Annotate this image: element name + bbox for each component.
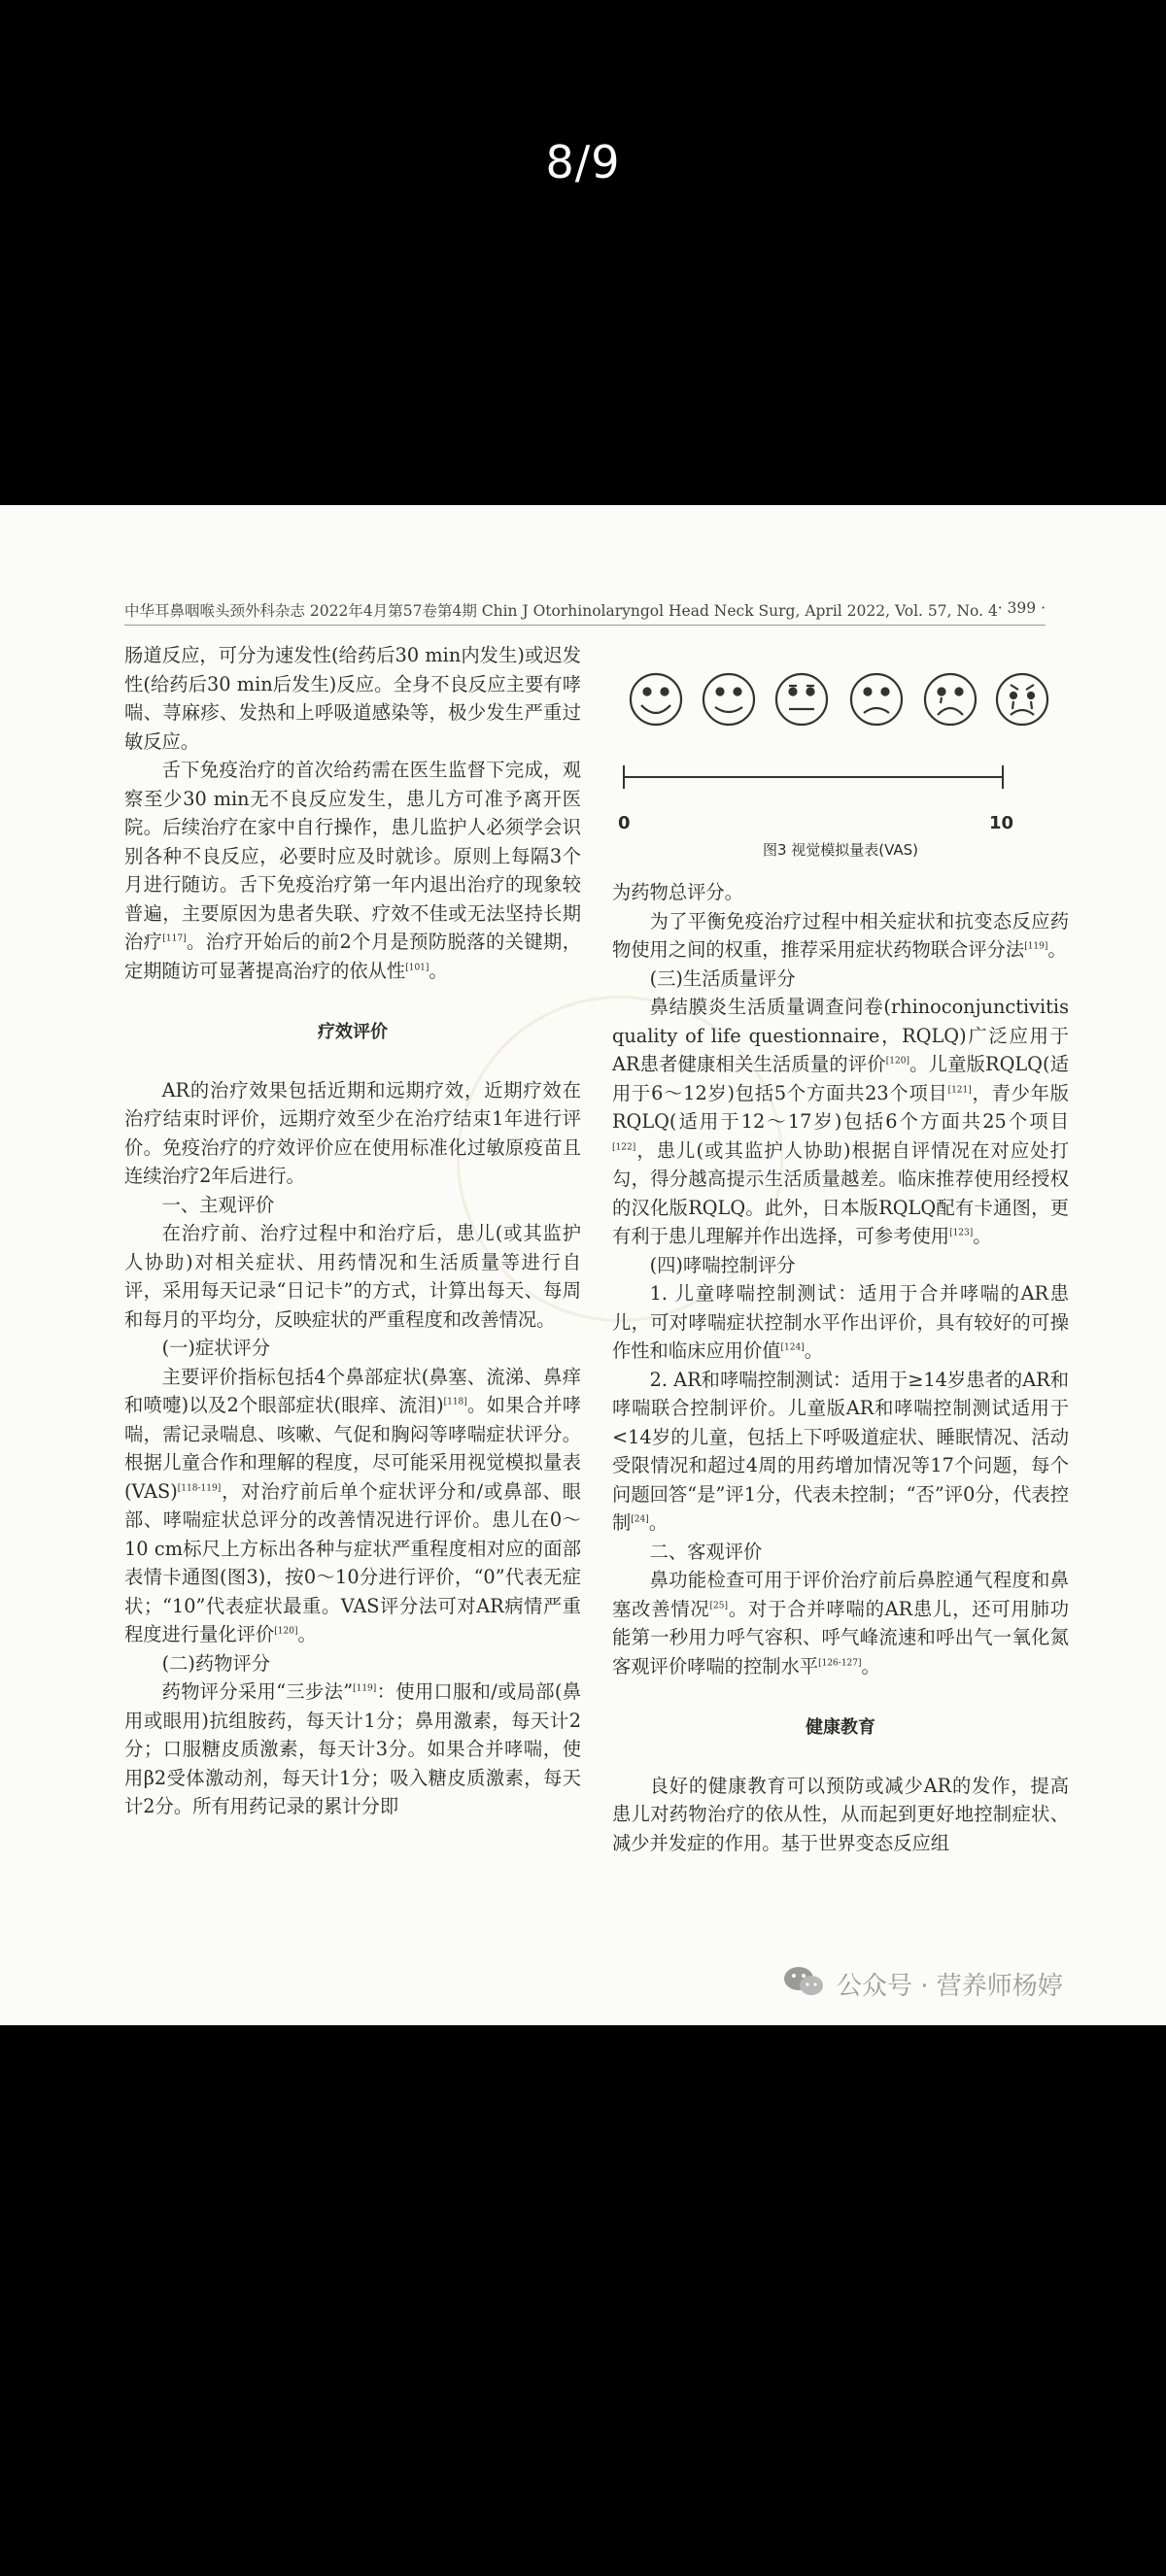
subheading-asthma: (四)哮喘控制评分 xyxy=(649,1253,796,1276)
face-icon xyxy=(703,674,754,725)
page-counter: 8/9 xyxy=(545,136,621,188)
face-icon xyxy=(631,674,681,725)
subheading-objective: 二、客观评价 xyxy=(649,1540,763,1563)
subheading-subjective: 一、主观评价 xyxy=(161,1193,275,1216)
watermark-text: 公众号 · 营养师杨婷 xyxy=(837,1971,1063,2001)
document-page[interactable] xyxy=(0,505,1166,2025)
section-heading-efficacy: 疗效评价 xyxy=(318,1022,388,1042)
vas-max-label: 10 xyxy=(989,812,1014,833)
subheading-symptom: (一)症状评分 xyxy=(161,1337,271,1359)
face-icon xyxy=(997,674,1047,725)
journal-header: 中华耳鼻咽喉头颈外科杂志 2022年4月第57卷第4期 Chin J Otorhinolaryngol Head Neck Surg, April 2022, Vol. 57, No. 4 xyxy=(124,602,998,620)
paragraph: 在治疗前、治疗过程中和治疗后，患儿(或其监护人协助)对相关症状、用药情况和生活质量等进行自评，采用每天记录“日记卡”的方式，计算出每天、每周和每月的平均分，反映症状的严重程度和改善情况。 xyxy=(124,1222,581,1331)
paragraph: 主要评价指标包括4个鼻部症状(鼻塞、流涕、鼻痒和喷嚏)以及2个眼部症状(眼痒、流泪)[118]。如果合并哮喘，需记录喘息、咳嗽、气促和胸闷等哮喘症状评分。根据儿童合作和理解的程度，尽可能采用视觉模拟量表(VAS)[118-119]，对治疗前后单个症状评分和/或鼻部、眼部、哮喘症状总评分的改善情况进行评价。患儿在0～10 cm标尺上方标出各种与症状严重程度相对应的面部表情卡通图(图3)，按0～10分进行评价，“0”代表无症状；“10”代表症状最重。VAS评分法可对AR病情严重程度进行量化评价[120]。 xyxy=(124,1365,581,1645)
face-icon xyxy=(925,674,976,725)
face-icon xyxy=(851,674,902,725)
subheading-qol: (三)生活质量评分 xyxy=(649,966,796,990)
paragraph: 药物评分采用“三步法”[119]：使用口服和/或局部(鼻用或眼用)抗组胺药，每天计1分；鼻用激素，每天计2分；口服糖皮质激素，每天计3分。如果合并哮喘，使用β2受体激动剂，每天计1分；吸入糖皮质激素，每天计2分。所有用药记录的累计分即 xyxy=(124,1680,581,1817)
paragraph: 鼻功能检查可用于评价治疗前后鼻腔通气程度和鼻塞改善情况[25]。对于合并哮喘的AR患儿，还可用肺功能第一秒用力呼气容积、呼气峰流速和呼出气一氧化氮客观评价哮喘的控制水平[126-127]。 xyxy=(612,1569,1070,1678)
figure-caption: 图3 视觉模拟量表(VAS) xyxy=(762,840,919,859)
paragraph: 为药物总评分。 xyxy=(612,881,743,903)
paragraph: 为了平衡免疫治疗过程中相关症状和抗变态反应药物使用之间的权重，推荐采用症状药物联合评分法[119]。 xyxy=(612,909,1069,961)
paragraph: 鼻结膜炎生活质量调查问卷(rhinoconjunctivitis quality of life questionnaire，RQLQ)广泛应用于AR患者健康相关生活质量的评价[120]。儿童版RQLQ(适用于6～12岁)包括5个方面共23个项目[121]，青少年版RQLQ(适用于12～17岁)包括6个方面共25个项目[122]，患儿(或其监护人协助)根据自评情况在对应处打勾，得分越高提示生活质量越差。临床推荐使用经授权的汉化版RQLQ。此外，日本版RQLQ配有卡通图，更有利于患儿理解并作出选择，可参考使用[123]。 xyxy=(612,996,1069,1247)
running-header xyxy=(124,597,1046,626)
wechat-watermark xyxy=(782,1962,1151,2005)
wechat-icon xyxy=(782,1964,825,2003)
paragraph: 舌下免疫治疗的首次给药需在医生监督下完成，观察至少30 min无不良反应发生，患儿方可准予离开医院。后续治疗在家中自行操作，患儿监护人必须学会识别各种不良反应，必要时应及时就诊。原则上每隔3个月进行随访。舌下免疫治疗第一年内退出治疗的现象较普遍，主要原因为患者失联、疗效不佳或无法坚持长期治疗[117]。治疗开始后的前2个月是预防脱落的关键期，定期随访可显著提高治疗的依从性[101]。 xyxy=(124,759,581,982)
subheading-medication: (二)药物评分 xyxy=(161,1651,271,1675)
right-column xyxy=(612,641,1069,1857)
section-heading-education: 健康教育 xyxy=(806,1717,875,1738)
page-number: · 399 · xyxy=(997,599,1046,617)
vas-figure xyxy=(612,641,1069,864)
left-column xyxy=(124,641,581,1821)
paragraph: 良好的健康教育可以预防或减少AR的发作，提高患儿对药物治疗的依从性，从而起到更好地控制症状、减少并发症的作用。基于世界变态反应组 xyxy=(612,1774,1069,1854)
paragraph: 肠道反应，可分为速发性(给药后30 min内发生)或迟发性(给药后30 min后发生)反应。全身不良反应主要有哮喘、荨麻疹、发热和上呼吸道感染等，极少发生严重过敏反应。 xyxy=(124,644,581,753)
face-icon xyxy=(776,674,827,725)
vas-min-label: 0 xyxy=(618,812,631,833)
paragraph: 1. 儿童哮喘控制测试：适用于合并哮喘的AR患儿，可对哮喘症状控制水平作出评价，具有较好的可操作性和临床应用价值[124]。 xyxy=(612,1282,1069,1362)
paragraph: AR的治疗效果包括近期和远期疗效，近期疗效在治疗结束时评价，远期疗效至少在治疗结束1年进行评价。免疫治疗的疗效评价应在使用标准化过敏原疫苗且连续治疗2年后进行。 xyxy=(124,1078,581,1187)
paragraph: 2. AR和哮喘控制测试：适用于≥14岁患者的AR和哮喘联合控制评价。儿童版AR和哮喘控制测试适用于<14岁的儿童，包括上下呼吸道症状、睡眠情况、活动受限情况和超过4周的用药增加情况等17个问题，每个问题回答“是”评1分，代表未控制；“否”评0分，代表控制[24]。 xyxy=(612,1368,1069,1534)
